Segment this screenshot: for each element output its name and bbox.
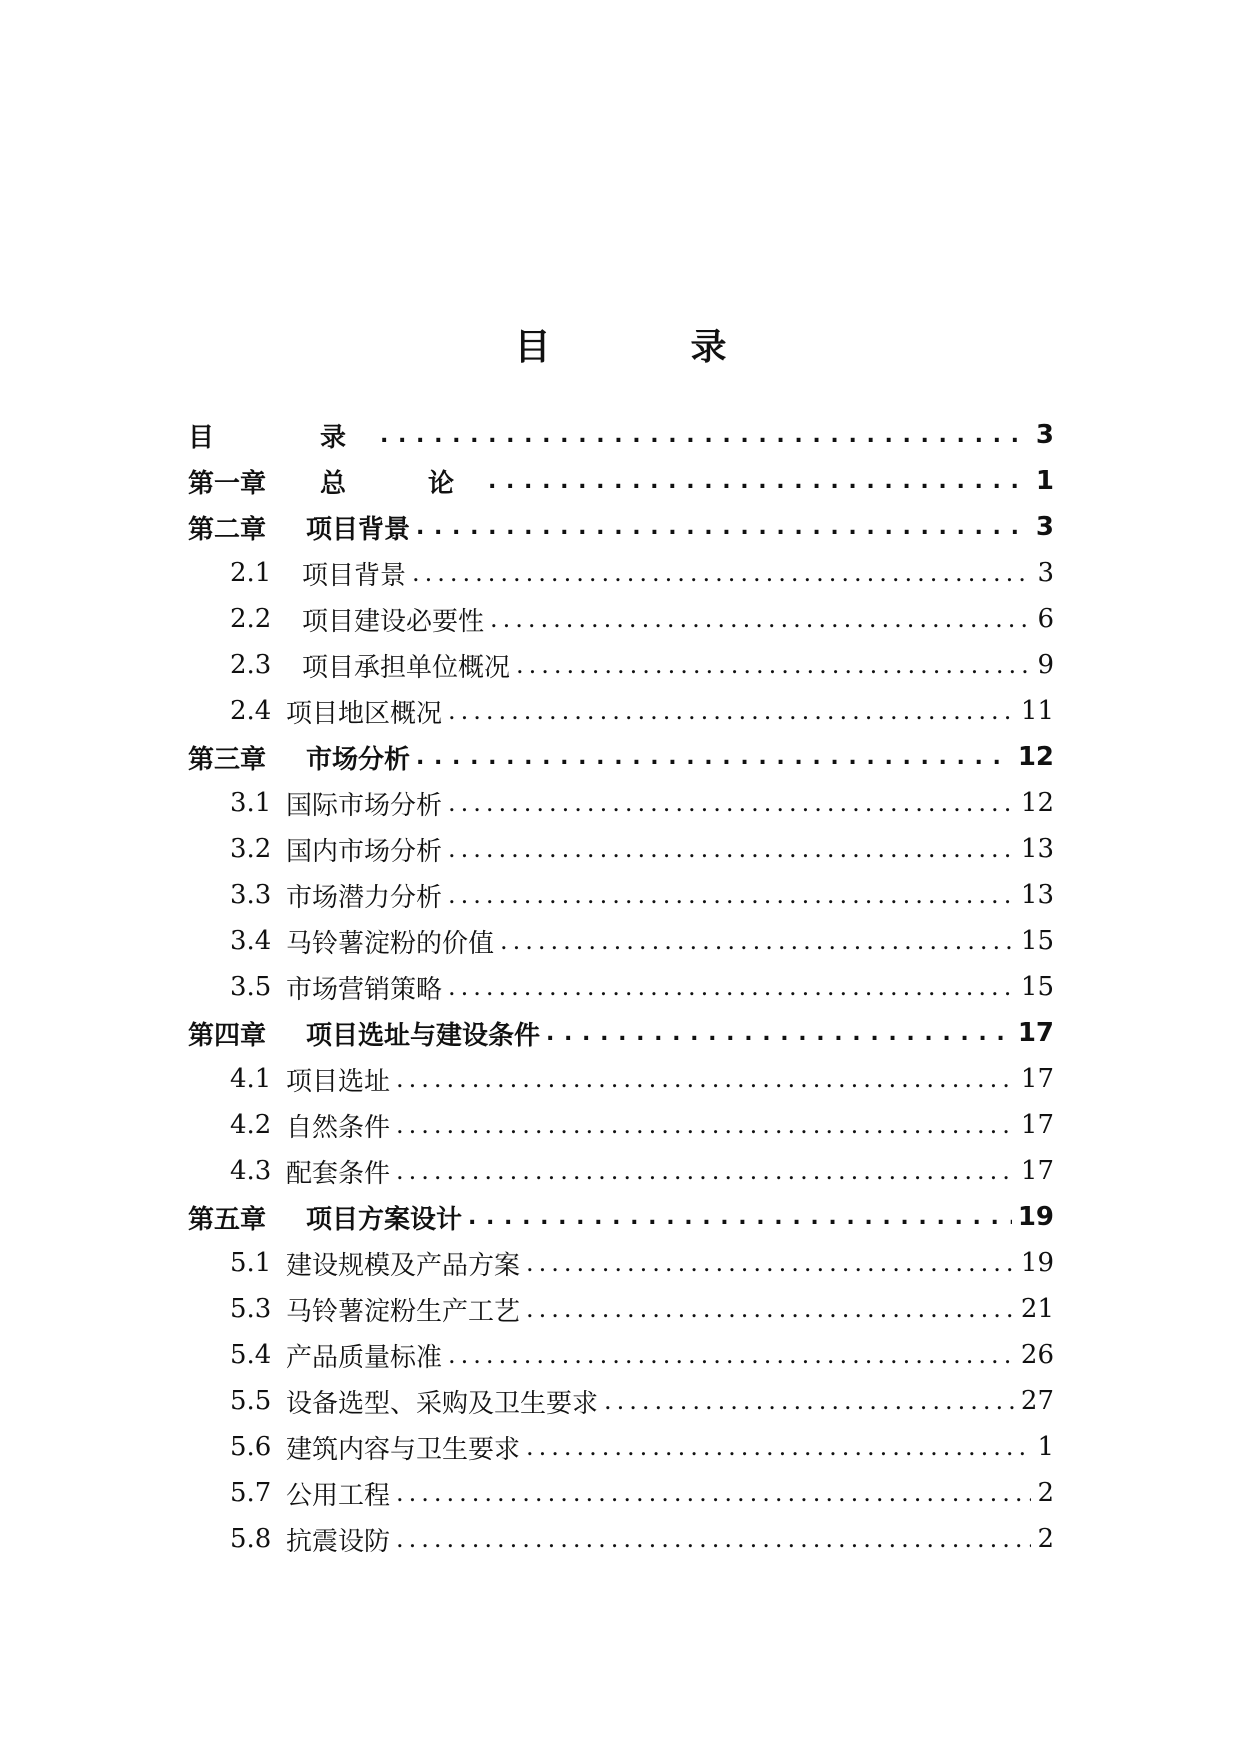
toc-page-number: 12 — [1017, 742, 1054, 772]
toc-page-number: 15 — [1020, 926, 1054, 956]
toc-section-entry[interactable] — [188, 1516, 1054, 1562]
toc-page-number: 15 — [1020, 972, 1054, 1002]
toc-entry-number: 第二章 — [188, 514, 267, 545]
toc-page-number: 3 — [1035, 420, 1054, 450]
toc-dot-leader — [500, 918, 1015, 964]
toc-section-entry[interactable] — [188, 964, 1054, 1010]
toc-page-number: 12 — [1020, 788, 1054, 818]
toc-page-number: 2 — [1037, 1478, 1054, 1508]
toc-page-number: 11 — [1020, 696, 1054, 726]
toc-page-number: 17 — [1020, 1110, 1054, 1140]
toc-dot-leader — [526, 1424, 1031, 1470]
toc-dot-leader — [416, 504, 1030, 550]
toc-dot-leader — [396, 1470, 1031, 1516]
toc-section-entry[interactable] — [188, 1332, 1054, 1378]
toc-entry-number: 第三章 — [188, 744, 267, 775]
toc-page-number: 17 — [1017, 1018, 1054, 1048]
toc-dot-leader — [380, 412, 1030, 458]
toc-section-entry[interactable] — [188, 1056, 1054, 1102]
toc-entry-number: 3.3 — [230, 880, 272, 910]
toc-section-entry[interactable] — [188, 826, 1054, 872]
toc-page-number: 6 — [1037, 604, 1054, 634]
toc-entry-title: 项目背景 — [306, 514, 411, 545]
toc-dot-leader — [526, 1286, 1015, 1332]
toc-entry-title: 自然条件 — [286, 1112, 391, 1143]
toc-page-number: 27 — [1020, 1386, 1054, 1416]
toc-page-number: 9 — [1037, 650, 1054, 680]
toc-dot-leader — [448, 1332, 1015, 1378]
toc-section-entry[interactable] — [188, 1148, 1054, 1194]
toc-section-entry[interactable] — [188, 1240, 1054, 1286]
toc-page-number: 1 — [1037, 1432, 1054, 1462]
toc-chapter-entry[interactable] — [188, 734, 1054, 780]
toc-entry-number: 3.4 — [230, 926, 272, 956]
toc-entry-number: 2.2 — [230, 604, 272, 634]
toc-page-number: 19 — [1020, 1248, 1054, 1278]
toc-entry-title: 抗震设防 — [286, 1526, 391, 1557]
toc-entry-number: 5.1 — [230, 1248, 272, 1278]
toc-entry-title: 产品质量标准 — [286, 1342, 443, 1373]
toc-entry-title: 项目背景 — [302, 560, 407, 591]
toc-section-entry[interactable] — [188, 1102, 1054, 1148]
toc-dot-leader — [490, 596, 1031, 642]
toc-entry-title: 公用工程 — [286, 1480, 391, 1511]
toc-section-entry[interactable] — [188, 1286, 1054, 1332]
toc-entry-number: 第四章 — [188, 1020, 267, 1051]
toc-entry-number: 4.1 — [230, 1064, 272, 1094]
toc-dot-leader — [448, 688, 1015, 734]
toc-page-number: 17 — [1020, 1156, 1054, 1186]
toc-dot-leader — [448, 780, 1015, 826]
toc-entry-number: 5.7 — [230, 1478, 272, 1508]
toc-section-entry[interactable] — [188, 550, 1054, 596]
toc-chapter-entry[interactable] — [188, 458, 1054, 504]
toc-entry-number: 2.4 — [230, 696, 272, 726]
toc-dot-leader — [516, 642, 1031, 688]
toc-entry-title: 总 论 — [320, 468, 483, 499]
toc-entry-title: 建筑内容与卫生要求 — [286, 1434, 521, 1465]
toc-entry-title: 马铃薯淀粉的价值 — [286, 928, 495, 959]
toc-entry-number: 第一章 — [188, 468, 267, 499]
toc-page-number: 13 — [1020, 880, 1054, 910]
toc-chapter-entry[interactable] — [188, 504, 1054, 550]
toc-entry-title: 项目建设必要性 — [302, 606, 485, 637]
toc-entry-title: 市场分析 — [306, 744, 411, 775]
toc-chapter-entry[interactable] — [188, 412, 1054, 458]
toc-entry-number: 2.1 — [230, 558, 272, 588]
toc-section-entry[interactable] — [188, 780, 1054, 826]
toc-section-entry[interactable] — [188, 872, 1054, 918]
toc-page-number: 26 — [1020, 1340, 1054, 1370]
toc-dot-leader — [604, 1378, 1015, 1424]
toc-section-entry[interactable] — [188, 596, 1054, 642]
toc-entry-number: 第五章 — [188, 1204, 267, 1235]
toc-section-entry[interactable] — [188, 918, 1054, 964]
toc-entry-number: 3.1 — [230, 788, 272, 818]
toc-entry-number: 3.5 — [230, 972, 272, 1002]
toc-section-entry[interactable] — [188, 688, 1054, 734]
toc-entry-number: 目 — [188, 422, 215, 453]
toc-entry-number: 5.6 — [230, 1432, 272, 1462]
toc-entry-number: 5.3 — [230, 1294, 272, 1324]
toc-page-number: 2 — [1037, 1524, 1054, 1554]
toc-dot-leader — [396, 1148, 1015, 1194]
toc-dot-leader — [448, 826, 1015, 872]
toc-entry-title: 国内市场分析 — [286, 836, 443, 867]
toc-entry-title: 市场潜力分析 — [286, 882, 443, 913]
toc-entry-title: 市场营销策略 — [286, 974, 443, 1005]
toc-entry-title: 马铃薯淀粉生产工艺 — [286, 1296, 521, 1327]
toc-section-entry[interactable] — [188, 1470, 1054, 1516]
toc-page-number: 17 — [1020, 1064, 1054, 1094]
toc-page-number: 21 — [1020, 1294, 1054, 1324]
toc-entry-number: 5.5 — [230, 1386, 272, 1416]
toc-entry-number: 4.2 — [230, 1110, 272, 1140]
toc-entry-title: 项目选址与建设条件 — [306, 1020, 541, 1051]
toc-dot-leader — [396, 1516, 1031, 1562]
toc-chapter-entry[interactable] — [188, 1194, 1054, 1240]
toc-entry-number: 4.3 — [230, 1156, 272, 1186]
toc-dot-leader — [468, 1194, 1012, 1240]
toc-section-entry[interactable] — [188, 1424, 1054, 1470]
toc-entry-title: 国际市场分析 — [286, 790, 443, 821]
table-of-contents — [188, 412, 1054, 1562]
toc-entry-title: 项目承担单位概况 — [302, 652, 511, 683]
toc-dot-leader — [526, 1240, 1015, 1286]
toc-page-number: 19 — [1017, 1202, 1054, 1232]
toc-dot-leader — [396, 1056, 1015, 1102]
toc-dot-leader — [396, 1102, 1015, 1148]
toc-entry-title: 项目选址 — [286, 1066, 391, 1097]
toc-entry-title: 项目地区概况 — [286, 698, 443, 729]
toc-entry-number: 3.2 — [230, 834, 272, 864]
toc-page-number: 3 — [1037, 558, 1054, 588]
toc-dot-leader — [448, 872, 1015, 918]
toc-section-entry[interactable] — [188, 642, 1054, 688]
toc-page-number: 3 — [1035, 512, 1054, 542]
toc-page-number: 13 — [1020, 834, 1054, 864]
toc-entry-title: 建设规模及产品方案 — [286, 1250, 521, 1281]
toc-dot-leader — [416, 734, 1012, 780]
toc-entry-title: 配套条件 — [286, 1158, 391, 1189]
toc-dot-leader — [488, 458, 1030, 504]
toc-page-number: 1 — [1035, 466, 1054, 496]
toc-dot-leader — [412, 550, 1031, 596]
toc-entry-number: 2.3 — [230, 650, 272, 680]
toc-entry-title: 项目方案设计 — [306, 1204, 463, 1235]
toc-chapter-entry[interactable] — [188, 1010, 1054, 1056]
toc-entry-title: 设备选型、采购及卫生要求 — [286, 1388, 599, 1419]
toc-entry-title: 录 — [320, 422, 375, 453]
toc-section-entry[interactable] — [188, 1378, 1054, 1424]
toc-dot-leader — [546, 1010, 1012, 1056]
toc-entry-number: 5.4 — [230, 1340, 272, 1370]
toc-entry-number: 5.8 — [230, 1524, 272, 1554]
toc-dot-leader — [448, 964, 1015, 1010]
page-title: 目 录 — [514, 327, 779, 368]
